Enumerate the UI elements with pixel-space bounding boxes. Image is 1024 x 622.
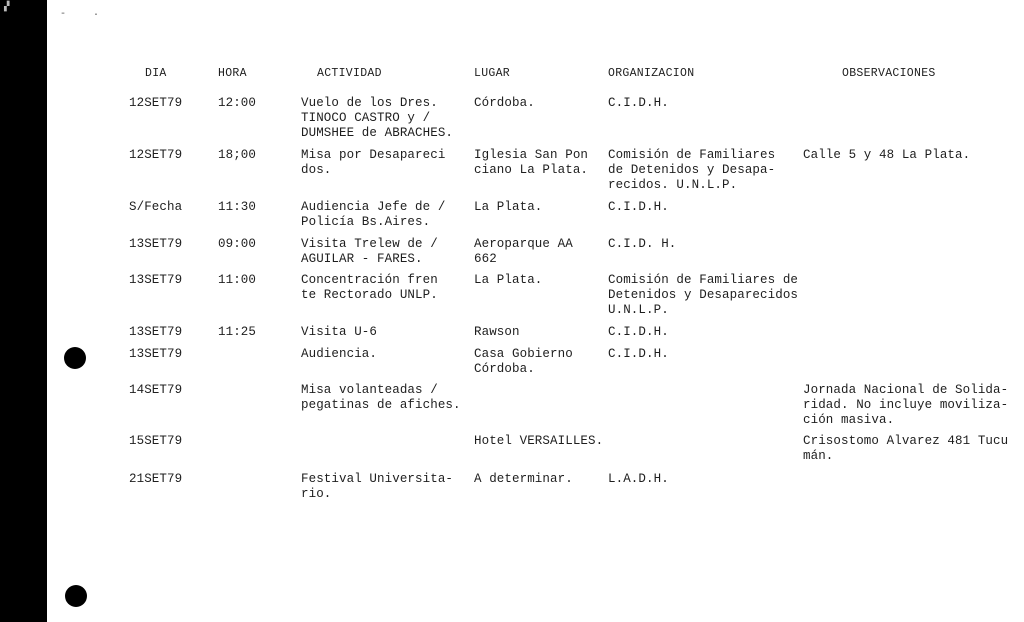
row-4-actividad: Concentración fren te Rectorado UNLP. [301, 273, 438, 302]
header-hora: HORA [218, 67, 247, 80]
row-6-lugar: Casa Gobierno Córdoba. [474, 347, 573, 376]
row-3-actividad: Visita Trelew de / AGUILAR - FARES. [301, 237, 438, 266]
row-5-organizacion: C.I.D.H. [608, 325, 669, 339]
row-9-lugar: A determinar. [474, 472, 573, 486]
row-2-lugar: La Plata. [474, 200, 543, 214]
row-6-organizacion: C.I.D.H. [608, 347, 669, 361]
row-5-dia: 13SET79 [129, 325, 183, 339]
row-7-dia: 14SET79 [129, 383, 183, 397]
row-2-actividad: Audiencia Jefe de / Policía Bs.Aires. [301, 200, 446, 229]
row-0-hora: 12:00 [218, 96, 257, 110]
row-0-actividad: Vuelo de los Dres. TINOCO CASTRO y / DUMSHEE de ABRACHES. [301, 96, 454, 140]
row-3-dia: 13SET79 [129, 237, 183, 251]
row-6-dia: 13SET79 [129, 347, 183, 361]
row-1-actividad: Misa por Desapareci dos. [301, 148, 446, 177]
row-1-observaciones: Calle 5 y 48 La Plata. [803, 148, 971, 162]
row-3-hora: 09:00 [218, 237, 257, 251]
row-1-organizacion: Comisión de Familiares de Detenidos y Desapa- recidos. U.N.L.P. [608, 148, 776, 192]
header-dia: DIA [145, 67, 167, 80]
scan-artifact: ▞ [4, 2, 10, 12]
row-3-organizacion: C.I.D. H. [608, 237, 677, 251]
row-1-hora: 18;00 [218, 148, 257, 162]
row-5-lugar: Rawson [474, 325, 520, 339]
header-organizacion: ORGANIZACION [608, 67, 695, 80]
row-2-organizacion: C.I.D.H. [608, 200, 669, 214]
row-4-hora: 11:00 [218, 273, 257, 287]
row-4-lugar: La Plata. [474, 273, 543, 287]
row-9-organizacion: L.A.D.H. [608, 472, 669, 486]
row-4-organizacion: Comisión de Familiares de Detenidos y Desaparecidos U.N.L.P. [608, 273, 799, 317]
row-9-dia: 21SET79 [129, 472, 183, 486]
row-1-dia: 12SET79 [129, 148, 183, 162]
row-1-lugar: Iglesia San Pon ciano La Plata. [474, 148, 589, 177]
header-lugar: LUGAR [474, 67, 511, 80]
row-0-organizacion: C.I.D.H. [608, 96, 669, 110]
speck-mark: · [93, 10, 100, 21]
row-7-actividad: Misa volanteadas / pegatinas de afiches. [301, 383, 461, 412]
header-observaciones: OBSERVACIONES [842, 67, 936, 80]
row-2-dia: S/Fecha [129, 200, 183, 214]
speck-mark: - [60, 9, 67, 20]
row-2-hora: 11:30 [218, 200, 257, 214]
row-3-lugar: Aeroparque AA 662 [474, 237, 573, 266]
row-8-observaciones: Crisostomo Alvarez 481 Tucu mán. [803, 434, 1009, 463]
row-7-observaciones: Jornada Nacional de Solida- ridad. No incluye moviliza- ción masiva. [803, 383, 1009, 427]
row-0-dia: 12SET79 [129, 96, 183, 110]
row-0-lugar: Córdoba. [474, 96, 535, 110]
row-9-actividad: Festival Universita- rio. [301, 472, 454, 501]
row-8-lugar: Hotel VERSAILLES. [474, 434, 604, 448]
row-5-hora: 11:25 [218, 325, 257, 339]
row-5-actividad: Visita U-6 [301, 325, 378, 339]
header-actividad: ACTIVIDAD [317, 67, 382, 80]
row-8-dia: 15SET79 [129, 434, 183, 448]
row-4-dia: 13SET79 [129, 273, 183, 287]
row-6-actividad: Audiencia. [301, 347, 378, 361]
